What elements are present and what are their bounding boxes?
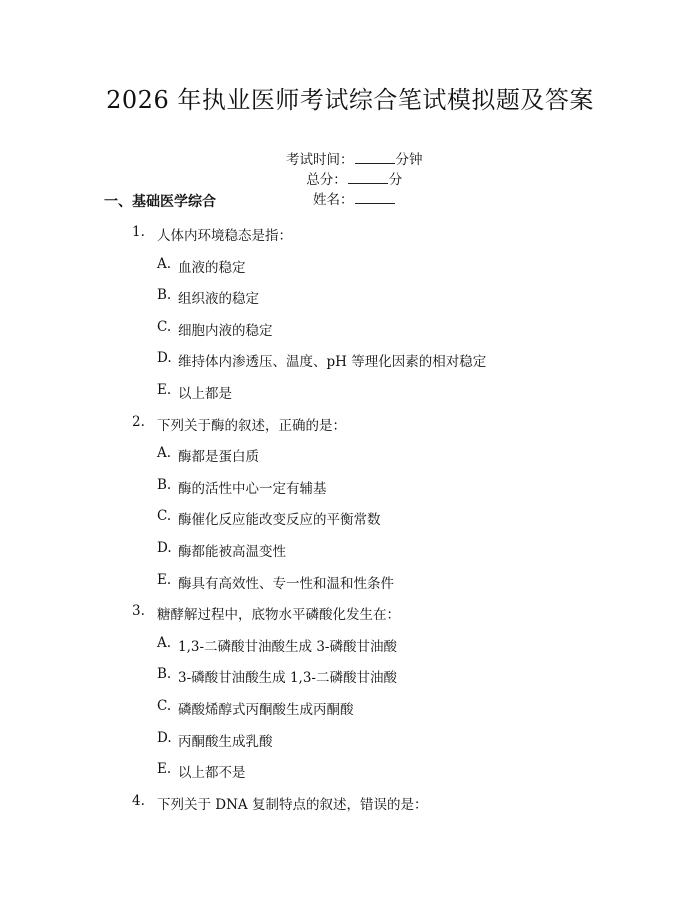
total-score-blank [348, 169, 388, 184]
option-text: 酶具有高效性、专一性和温和性条件 [178, 575, 394, 592]
student-name [313, 188, 396, 208]
option-letter: B. [157, 666, 172, 683]
option-letter: D. [157, 729, 172, 746]
page-title: 2026 年执业医师考试综合笔试模拟题及答案 [106, 86, 594, 114]
option-text: 以上都不是 [178, 765, 246, 782]
option-letter: D. [157, 350, 172, 367]
option-letter: A. [157, 255, 172, 272]
exam-time-label: 考试时间： [286, 152, 354, 168]
option-text: 组织液的稳定 [178, 291, 259, 308]
question-text: 人体内环境稳态是指： [157, 228, 292, 244]
exam-time-unit: 分钟 [395, 152, 423, 168]
section-heading: 一、基础医学综合 [104, 194, 216, 210]
question-number: 4. [132, 792, 145, 809]
option-text: 3-磷酸甘油酸生成 1,3-二磷酸甘油酸 [178, 670, 397, 687]
option-letter: C. [157, 698, 172, 714]
option-text: 酶催化反应能改变反应的平衡常数 [178, 512, 381, 529]
total-score-unit: 分 [388, 172, 403, 188]
question-text: 下列关于酶的叙述，正确的是： [157, 417, 346, 434]
option-text: 1,3-二磷酸甘油酸生成 3-磷酸甘油酸 [178, 638, 397, 655]
option-letter: B. [157, 287, 172, 304]
option-letter: E. [157, 382, 172, 398]
option-letter: B. [157, 476, 172, 493]
option-letter: A. [157, 634, 172, 651]
question-text: 下列关于 DNA 复制特点的叙述，错误的是： [157, 796, 428, 813]
option-text: 维持体内渗透压、温度、pH 等理化因素的相对稳定 [178, 354, 487, 371]
student-name-label: 姓名： [313, 192, 354, 208]
question-number: 2. [132, 413, 145, 430]
option-letter: C. [157, 318, 172, 335]
option-text: 以上都是 [178, 386, 232, 402]
question-number: 3. [132, 603, 145, 620]
option-letter: A. [157, 445, 172, 462]
question-text: 糖酵解过程中，底物水平磷酸化发生在： [157, 607, 400, 624]
option-text: 丙酮酸生成乳酸 [178, 733, 273, 750]
option-text: 酶都是蛋白质 [178, 449, 259, 466]
question-number: 1. [132, 224, 145, 240]
exam-time-blank [355, 149, 395, 164]
option-text: 酶的活性中心一定有辅基 [178, 480, 327, 497]
option-text: 细胞内液的稳定 [178, 322, 273, 339]
student-name-blank [355, 189, 395, 204]
option-text: 磷酸烯醇式丙酮酸生成丙酮酸 [178, 702, 354, 718]
exam-time [286, 148, 423, 168]
option-text: 血液的稳定 [178, 259, 246, 276]
option-letter: D. [157, 540, 172, 556]
option-letter: E. [157, 761, 172, 778]
option-text: 酶都能被高温变性 [178, 544, 286, 560]
option-letter: E. [157, 571, 172, 588]
option-letter: C. [157, 508, 172, 525]
total-score [306, 168, 402, 188]
total-score-label: 总分： [306, 172, 347, 188]
